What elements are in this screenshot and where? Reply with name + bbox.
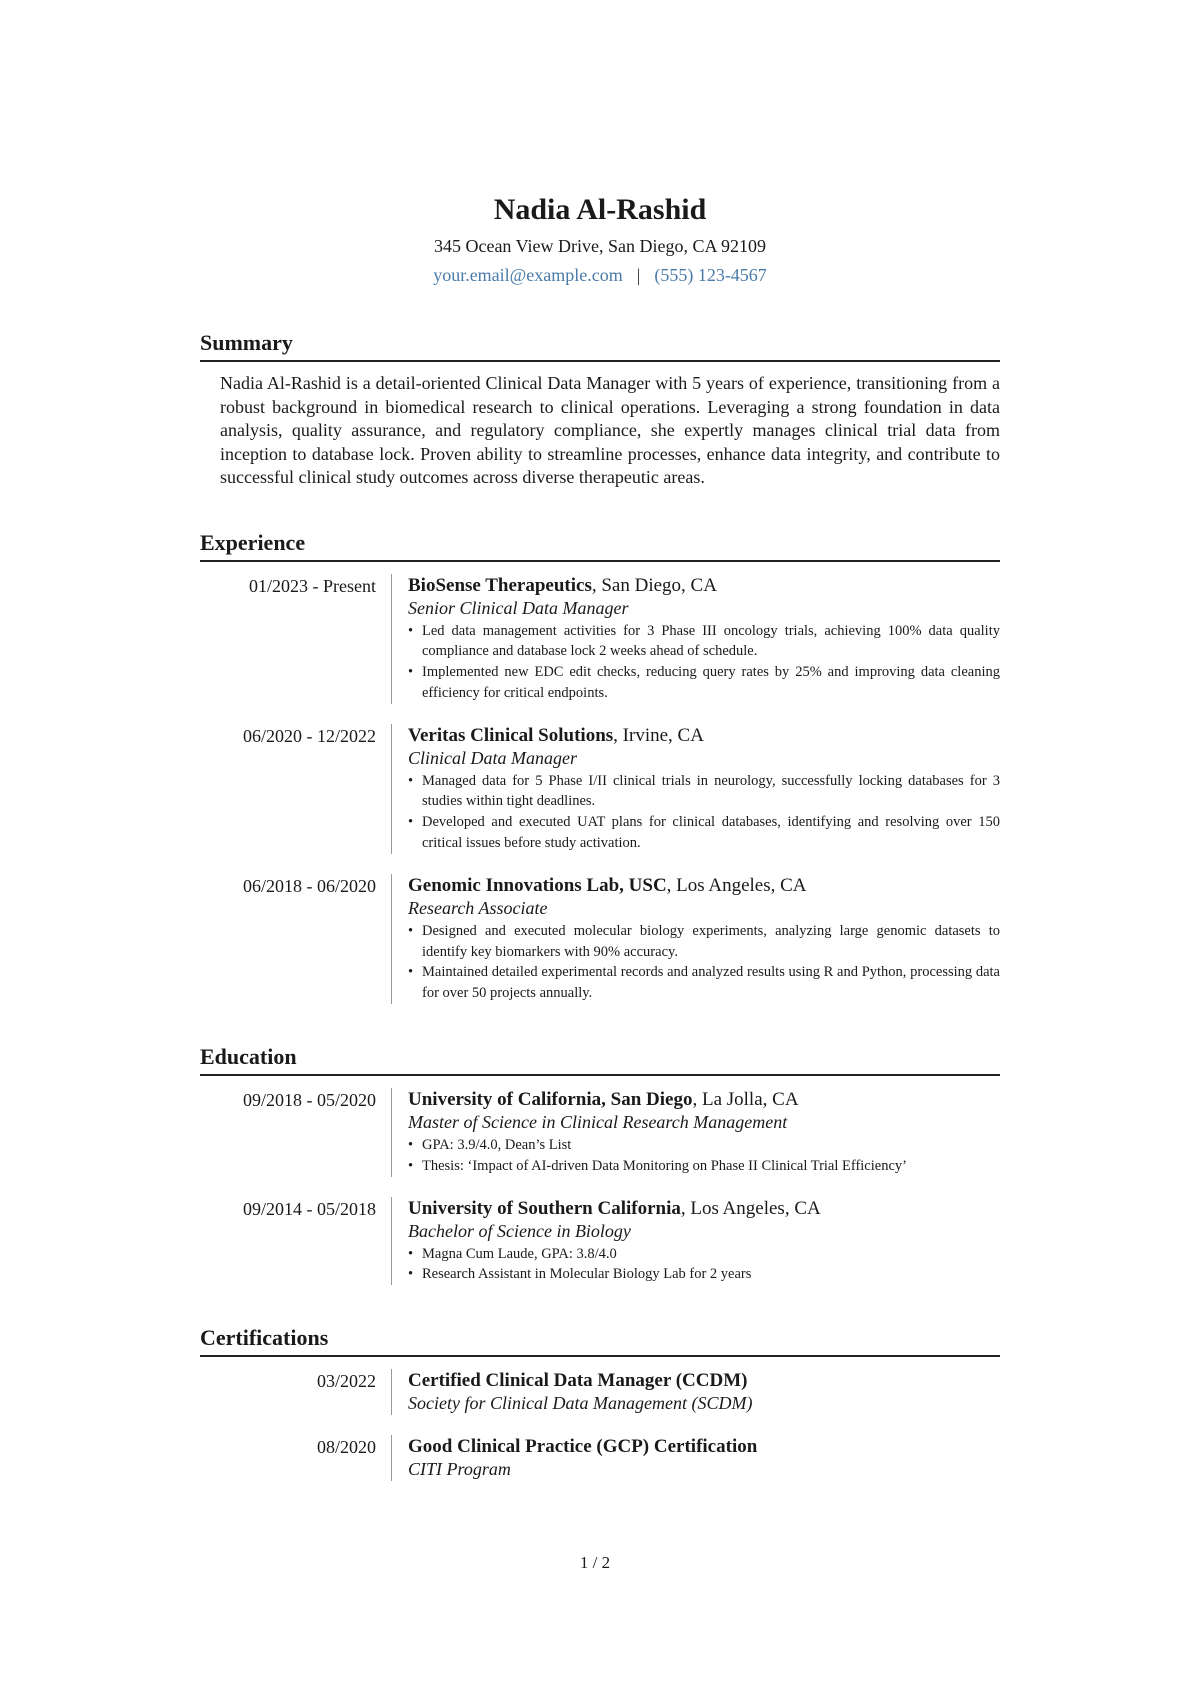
bullet-item: • Maintained detailed experimental records and analyzed results using R and Python, processing data for over 50 projects annually. [408,962,1000,1004]
role-title: Society for Clinical Data Management (SCDM) [408,1393,753,1414]
education-entry [200,1088,1000,1177]
candidate-name: Nadia Al-Rashid [493,193,707,226]
bullet-list [408,921,1000,1004]
bullet-list [408,621,1000,704]
organization-line [408,1088,1000,1111]
education-entry [200,1197,1000,1286]
organization-line [408,1369,1000,1392]
section-title-certifications: Certifications [200,1323,1000,1357]
entry-body [391,1435,1000,1481]
page-number: 1 / 2 [579,1553,611,1572]
resume-header [200,190,1000,288]
date-range: 06/2020 - 12/2022 [243,725,376,746]
entry-body [391,1088,1000,1177]
certifications-section [200,1323,1000,1481]
email-link[interactable]: your.email@example.com [433,265,623,285]
date-range: 08/2020 [316,1437,376,1458]
date-range: 03/2022 [316,1371,376,1392]
organization-name: BioSense Therapeutics [408,574,592,596]
bullet-item: • Managed data for 5 Phase I/II clinical trials in neurology, successfully locking databases for 3 studies within tight deadlines. [408,771,1000,813]
experience-entry [200,874,1000,1004]
section-title-education: Education [200,1042,1000,1076]
experience-list [200,574,1000,1005]
organization-location: , La Jolla, CA [692,1089,799,1111]
entry-body [391,724,1000,854]
summary-text: Nadia Al-Rashid is a detail-oriented Clinical Data Manager with 5 years of experience, transitioning from a robust background in biomedical research to clinical operations. Leveraging a strong foundation in data analysis, quality assurance, and regulatory compliance, she expertly manages clinical trial data from inception to database lock. Proven ability to streamline processes, enhance data integrity, and contribute to successful clinical study outcomes across diverse therapeutic areas. [220,373,1000,487]
certifications-entry [200,1369,1000,1415]
bullet-list [408,771,1000,854]
organization-line [408,1435,1000,1458]
bullet-list [408,1135,1000,1177]
bullet-item: • Designed and executed molecular biology experiments, analyzing large genomic datasets to identify key biomarkers with 90% accuracy. [408,921,1000,963]
experience-entry [200,724,1000,854]
experience-entry [200,574,1000,704]
role-title: Senior Clinical Data Manager [408,597,629,618]
role-title: CITI Program [408,1459,511,1480]
organization-name: Certified Clinical Data Manager (CCDM) [408,1370,748,1392]
bullet-item: • GPA: 3.9/4.0, Dean’s List [408,1135,1000,1156]
organization-location: , Irvine, CA [613,724,704,746]
contact-separator: | [636,265,641,285]
bullet-item: • Research Assistant in Molecular Biology Lab for 2 years [408,1264,1000,1285]
education-list [200,1088,1000,1285]
organization-name: Good Clinical Practice (GCP) Certification [408,1436,758,1458]
role-title: Clinical Data Manager [408,747,577,768]
section-title-summary: Summary [200,328,1000,362]
education-section [200,1042,1000,1285]
organization-location: , San Diego, CA [591,574,717,596]
bullet-item: • Implemented new EDC edit checks, reducing query rates by 25% and improving data cleaning efficiency for critical endpoints. [408,662,1000,704]
certifications-list [200,1369,1000,1481]
organization-line [408,874,1000,897]
phone-link[interactable]: (555) 123-4567 [654,265,767,285]
date-range: 09/2014 - 05/2018 [243,1198,376,1219]
entry-body [391,1369,1000,1415]
bullet-item: • Magna Cum Laude, GPA: 3.8/4.0 [408,1244,1000,1265]
bullet-list [408,1244,1000,1286]
entry-body [391,574,1000,704]
summary-section [200,328,1000,490]
entry-body [391,1197,1000,1286]
bullet-item: • Led data management activities for 3 Phase III oncology trials, achieving 100% data quality compliance and database lock 2 weeks ahead of schedule. [408,621,1000,663]
address: 345 Ocean View Drive, San Diego, CA 92109 [433,236,767,256]
date-range: 09/2018 - 05/2020 [243,1090,376,1111]
organization-location: , Los Angeles, CA [666,874,807,896]
role-title: Bachelor of Science in Biology [408,1220,631,1241]
organization-location: , Los Angeles, CA [680,1197,821,1219]
organization-line [408,724,1000,747]
role-title: Master of Science in Clinical Research Management [408,1112,788,1133]
experience-section [200,528,1000,1005]
section-title-experience: Experience [200,528,1000,562]
date-range: 01/2023 - Present [249,575,376,596]
resume-page [200,190,1000,1481]
bullet-item: • Thesis: ‘Impact of AI-driven Data Monitoring on Phase II Clinical Trial Efficiency’ [408,1156,1000,1177]
bullet-item: • Developed and executed UAT plans for clinical databases, identifying and resolving over 150 critical issues before study activation. [408,812,1000,854]
organization-line [408,1197,1000,1220]
entry-body [391,874,1000,1004]
certifications-entry [200,1435,1000,1481]
contact-line [200,262,1000,288]
organization-name: University of Southern California [408,1197,681,1219]
organization-name: Genomic Innovations Lab, USC [408,874,667,896]
role-title: Research Associate [408,897,548,918]
date-range: 06/2018 - 06/2020 [243,875,376,896]
organization-line [408,574,1000,597]
organization-name: Veritas Clinical Solutions [408,724,614,746]
organization-name: University of California, San Diego [408,1089,693,1111]
